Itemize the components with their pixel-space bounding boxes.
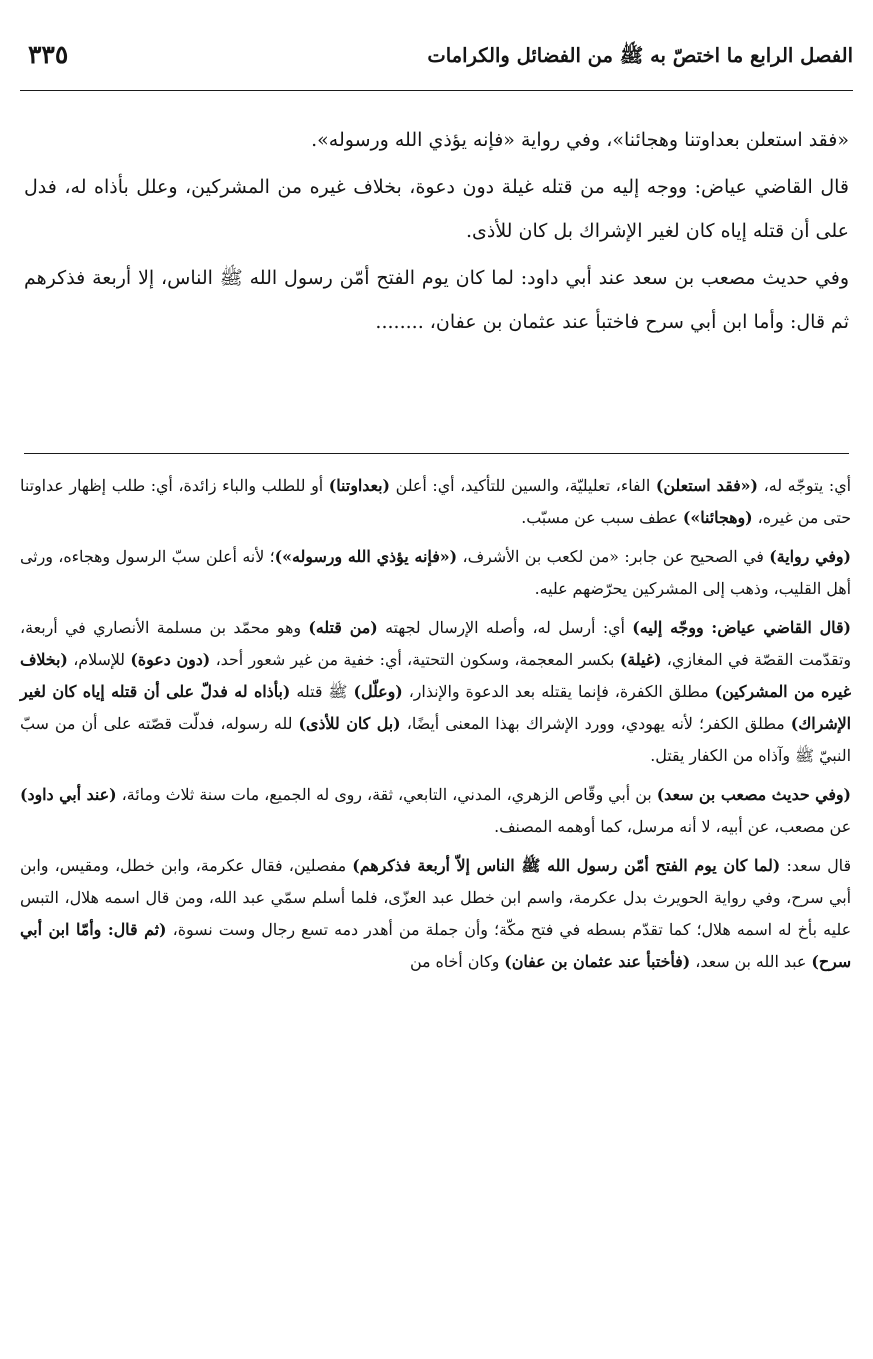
commentary-paragraph — [20, 850, 851, 978]
commentary-paragraph — [20, 541, 851, 605]
quoted-matn-text: (من قتله) — [308, 618, 378, 637]
commentary-text: في الصحيح عن جابر: «من لكعب بن الأشرف، — [457, 547, 770, 566]
quoted-matn-text: (بعداوتنا) — [328, 476, 391, 495]
quoted-matn-text: (بأذاه له فدلّ على أن قتله إياه كان لغير الإشراك) — [20, 682, 851, 733]
main-text — [24, 118, 849, 347]
commentary-text: عطف سبب عن مسبّب. — [521, 508, 683, 527]
commentary-text: مطلق الكفرة، فإنما يقتله بعد الدعوة والإنذار، — [402, 682, 715, 701]
commentary-text: للإسلام، — [67, 650, 131, 669]
commentary-text: لله رسوله، فدلّت قصّته على أن من سبّ النبيّ ﷺ وآذاه من الكفار يقتل. — [20, 714, 851, 765]
commentary-text: وهو محمّد بن مسلمة الأنصاري في أربعة، وتقدّمت القصّة في المغازي، — [20, 618, 852, 669]
commentary-text: أي: أرسل له، وأصله الإرسال لجهته — [377, 618, 633, 637]
divider-line — [24, 453, 849, 454]
page-number: ٣٣٥ — [28, 40, 69, 69]
commentary-text: ؛ لأنه أعلن سبّ الرسول وهجاءه، ورثى أهل القليب، وذهب إلى المشركين يحرّضهم عليه. — [20, 547, 851, 598]
commentary-text: مطلق الكفر؛ لأنه يهودي، وورد الإشراك بهذا المعنى أيضًا، — [400, 714, 791, 733]
quoted-matn-text: (وعلّل) — [353, 682, 403, 701]
commentary-paragraph — [20, 779, 851, 843]
commentary-text: أي: يتوجّه له، — [757, 476, 851, 495]
quoted-matn-text: (بخلاف غيره من المشركين) — [20, 650, 852, 701]
main-paragraph: قال القاضي عياض: ووجه إليه من قتله غيلة دون دعوة، بخلاف غيره من المشركين، وعلل بأذاه له، فدل على أن قتله إياه كان لغير الإشراك بل كان للأذى. — [24, 175, 850, 242]
quoted-matn-text: (ثم قال: وأمّا ابن أبي سرح) — [20, 920, 851, 971]
chapter-title: الفصل الرابع ما اختصّ به ﷺ من الفضائل والكرامات — [427, 44, 853, 67]
commentary-text: مفصلين، فقال عكرمة، وابن خطل، ومقيس، وابن أبي سرح، وفي رواية الحويرث بدل عكرمة، واسم ابن خطل عبد العزّى، فلما أسلم سمّي عبد الله، ومن قال اسمه هلال، التبس عليه بأخ له اسمه هلال؛ كما تقدّم بسطه في فتح مكّة؛ وأن جملة من أهدر دمه تسع رجال وست نسوة، — [20, 856, 851, 939]
commentary-paragraph — [20, 612, 851, 772]
commentary-text: الفاء، تعليليّة، والسين للتأكيد، أي: أعلن — [390, 476, 656, 495]
page-header — [20, 36, 853, 91]
quoted-matn-text: (قال القاضي عياض: ووجّه إليه) — [632, 618, 852, 637]
commentary — [20, 470, 851, 985]
quoted-matn-text: (لما كان يوم الفتح أمّن رسول الله ﷺ الناس إلاّ أربعة فذكرهم) — [352, 856, 781, 875]
quoted-matn-text: (وفي حديث مصعب بن سعد) — [656, 785, 851, 804]
quoted-matn-text: (غيلة) — [619, 650, 662, 669]
quoted-matn-text: (وفي رواية) — [769, 547, 851, 566]
commentary-text: بكسر المعجمة، وسكون التحتية، أي: خفية من غير شعور أحد، — [210, 650, 620, 669]
quoted-matn-text: (دون دعوة) — [130, 650, 211, 669]
commentary-text: عبد الله بن سعد، — [690, 952, 812, 971]
quoted-matn-text: (وهجائنا») — [682, 508, 753, 527]
commentary-text: بن أبي وقّاص الزهري، المدني، التابعي، ثقة، روى له الجميع، مات سنة ثلاث ومائة، — [116, 785, 657, 804]
commentary-text: عن مصعب، عن أبيه، لا أنه مرسل، كما أوهمه المصنف. — [494, 817, 851, 836]
commentary-text: وكان أخاه من — [409, 952, 505, 971]
main-paragraph: «فقد استعلن بعداوتنا وهجائنا»، وفي رواية «فإنه يؤذي الله ورسوله». — [311, 129, 849, 151]
commentary-text: قال سعد: — [780, 856, 851, 875]
quoted-matn-text: (بل كان للأذى) — [298, 714, 401, 733]
commentary-text: أو للطلب والباء زائدة، أي: طلب إظهار عداوتنا حتى من غيره، — [20, 476, 851, 527]
quoted-matn-text: («فإنه يؤذي الله ورسوله») — [274, 547, 458, 566]
quoted-matn-text: («فقد استعلن) — [655, 476, 758, 495]
quoted-matn-text: (فأختبأ عند عثمان بن عفان) — [504, 952, 691, 971]
main-paragraph: وفي حديث مصعب بن سعد عند أبي داود: لما كان يوم الفتح أمّن رسول الله ﷺ الناس، إلا أربعة فذكرهم ثم قال: وأما ابن أبي سرح فاختبأ عند عثمان بن عفان، ........ — [24, 266, 849, 333]
commentary-paragraph — [20, 470, 851, 534]
commentary-text: ﷺ قتله — [290, 682, 354, 701]
quoted-matn-text: (عند أبي داود) — [20, 785, 117, 804]
